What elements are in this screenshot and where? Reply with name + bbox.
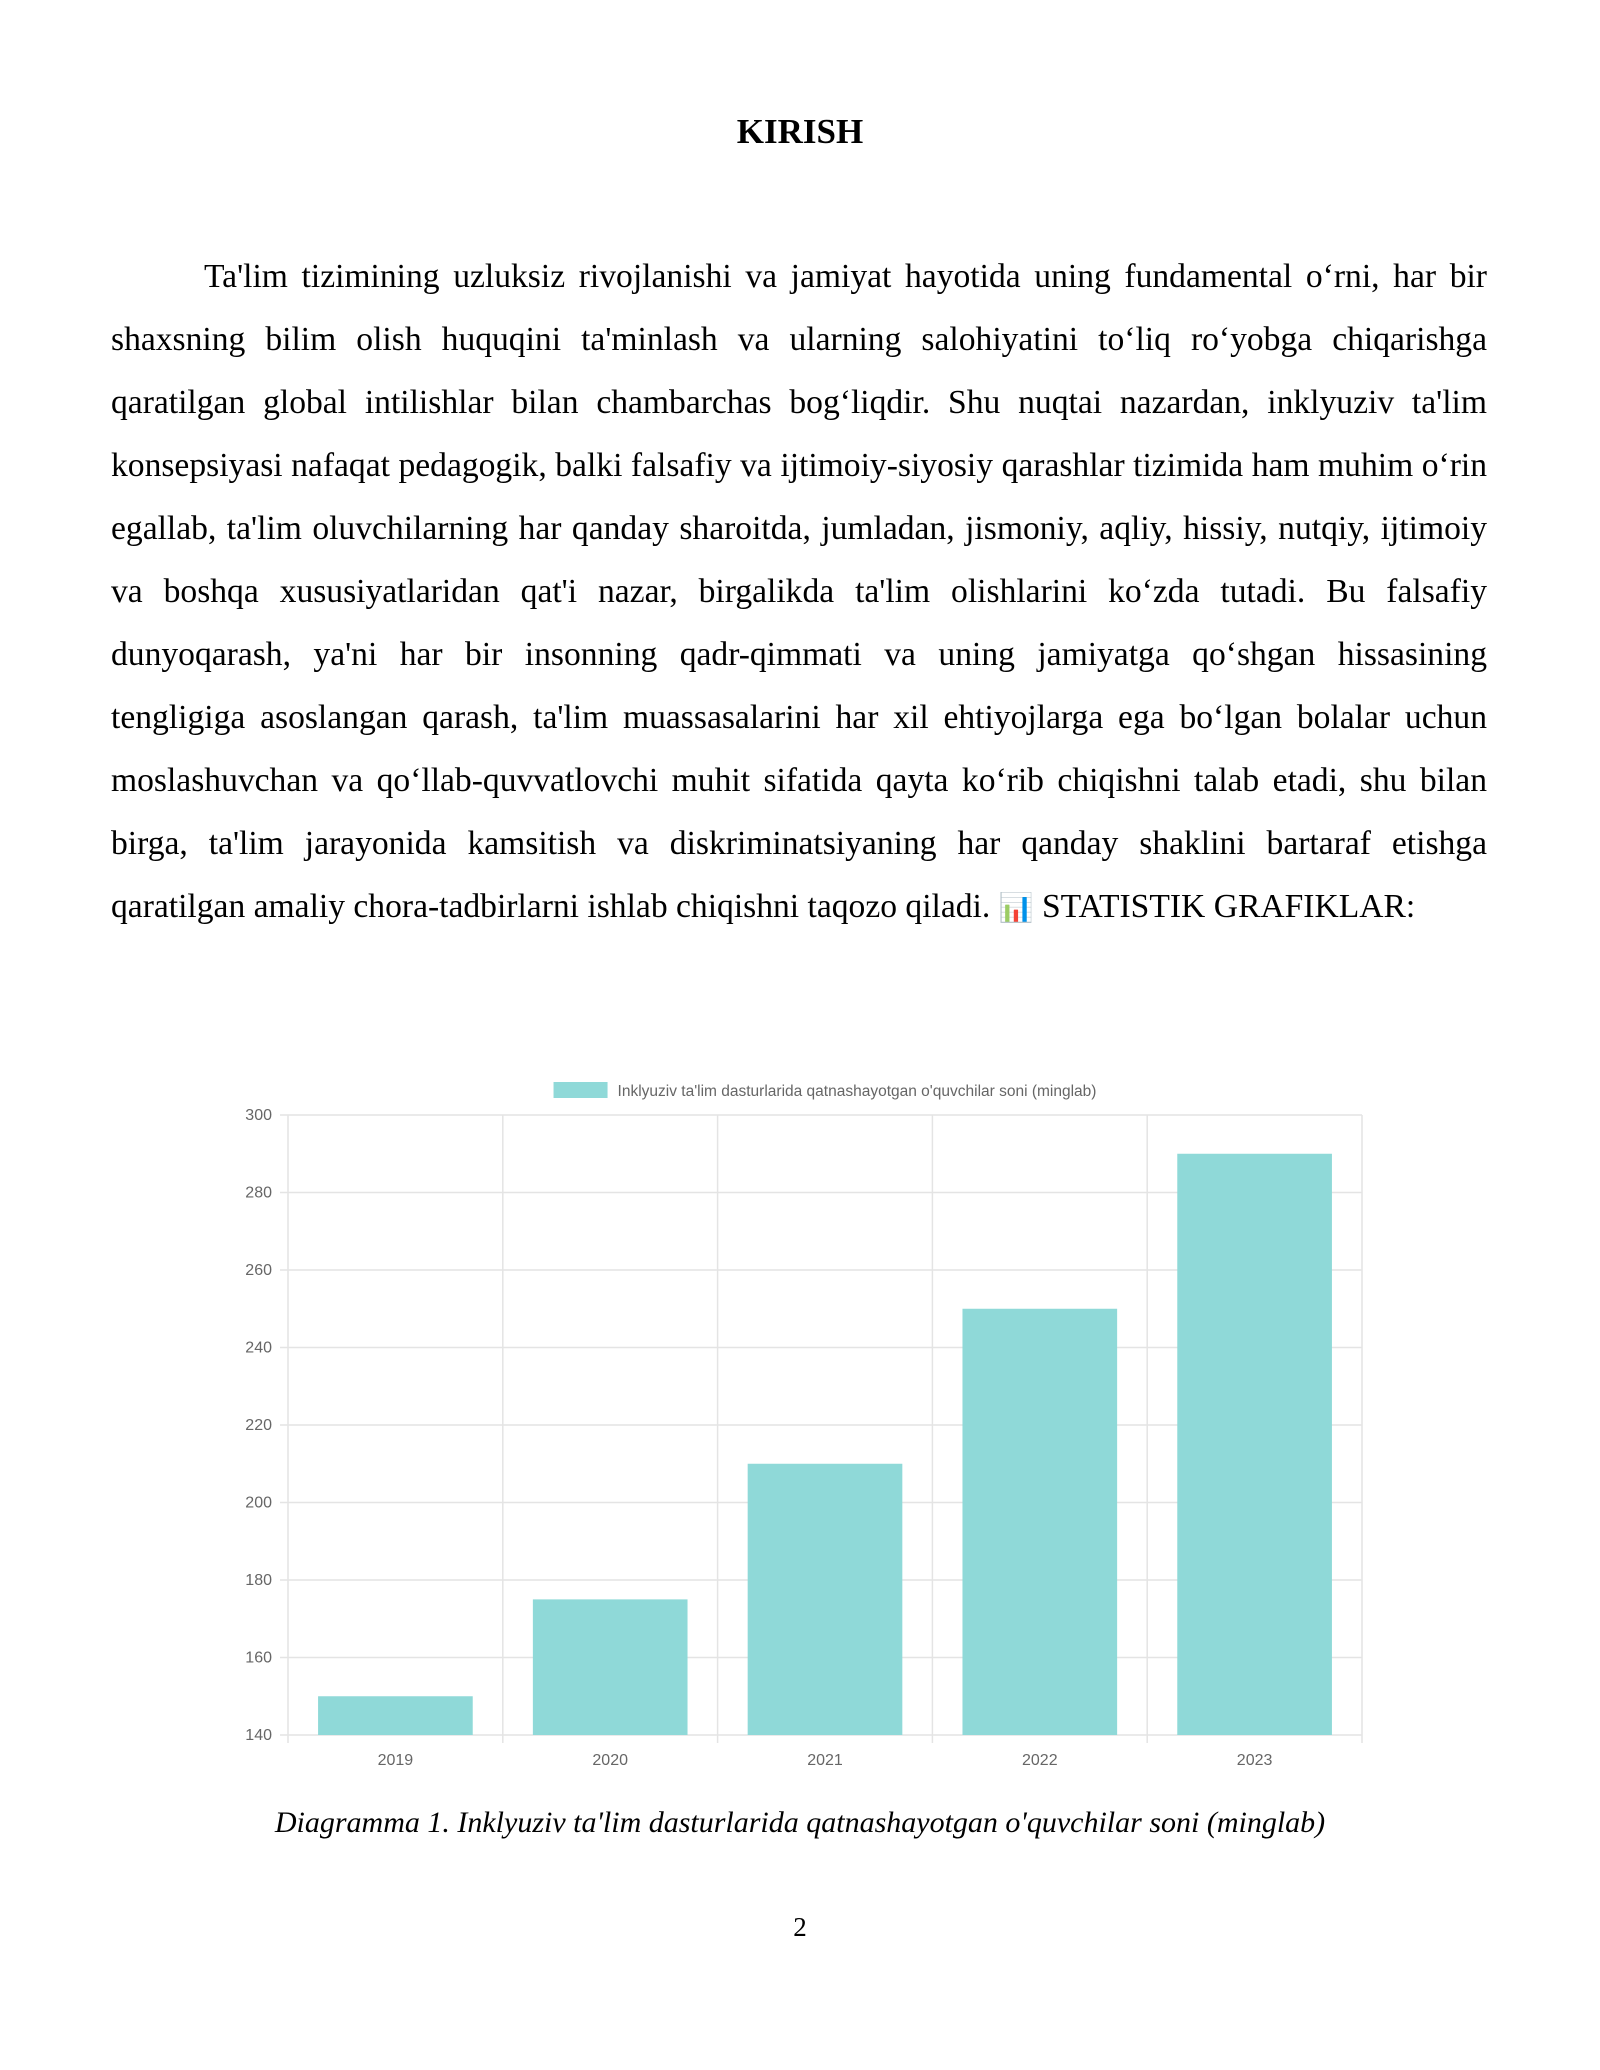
x-tick-label: 2022 [1022,1752,1058,1769]
y-tick-label: 280 [245,1184,272,1202]
y-tick-label: 140 [245,1727,272,1744]
stats-label: STATISTIK GRAFIKLAR: [1041,888,1416,925]
bar-2022 [962,1309,1117,1735]
x-tick-label: 2021 [807,1752,843,1769]
page-number: 2 [793,1912,807,1942]
x-tick-label: 2019 [377,1752,414,1769]
y-tick-label: 240 [245,1339,272,1357]
bar-2023 [1177,1154,1332,1735]
y-tick-label: 180 [245,1572,272,1589]
legend-swatch [554,1082,608,1098]
chart-svg [222,1070,1382,1770]
y-tick-label: 300 [245,1107,272,1124]
y-tick-label: 220 [245,1417,272,1434]
bar-2021 [748,1464,903,1735]
y-tick-label: 160 [245,1649,272,1667]
x-tick-label: 2023 [1236,1752,1273,1769]
bar-2020 [533,1599,688,1735]
page-heading: KIRISH [736,112,864,151]
intro-paragraph [111,245,1487,939]
chart-caption: Diagramma 1. Inklyuziv ta'lim dasturlarida qatnashayotgan o'quvchilar soni (minglab) [274,1806,1326,1839]
y-tick-label: 260 [245,1262,272,1279]
legend-label: Inklyuziv ta'lim dasturlarida qatnashayotgan o'quvchilar soni (minglab) [617,1083,1097,1100]
bar-2019 [318,1696,473,1735]
bar-chart-icon: 📊 [998,891,1034,924]
x-tick-label: 2020 [592,1752,628,1769]
paragraph-text: Ta'lim tizimining uzluksiz rivojlanishi va jamiyat hayotida uning fundamental o‘rni, har bir shaxsning bilim olish huquqini ta'minlash va ularning salohiyatini to‘liq ro‘yobga chiqarishga qaratilgan global intilishlar bilan chambarchas bog‘liqdir. Shu nuqtai nazardan, inklyuziv ta'lim konsepsiyasi nafaqat pedagogik, balki falsafiy va ijtimoiy-siyosiy qarashlar tizimida ham muhim o‘rin egallab, ta'lim oluvchilarning har qanday sharoitda, jumladan, jismoniy, aqliy, hissiy, nutqiy, ijtimoiy va boshqa xususiyatlaridan qat'i nazar, birgalikda ta'lim olishlarini ko‘zda tutadi. Bu falsafiy dunyoqarash, ya'ni har bir insonning qadr-qimmati va uning jamiyatga qo‘shgan hissasining tengligiga asoslangan qarash, ta'lim muassasalarini har xil ehtiyojlarga ega bo‘lgan bolalar uchun moslashuvchan va qo‘llab-quvvatlovchi muhit sifatida qayta ko‘rib chiqishni talab etadi, shu bilan birga, ta'lim jarayonida kamsitish va diskriminatsiyaning har qanday shaklini bartaraf etishga qaratilgan amaliy chora-tadbirlarni ishlab chiqishni taqozo qiladi. [111,258,1487,925]
bar-chart [222,1070,1382,1770]
y-tick-label: 200 [245,1494,272,1512]
